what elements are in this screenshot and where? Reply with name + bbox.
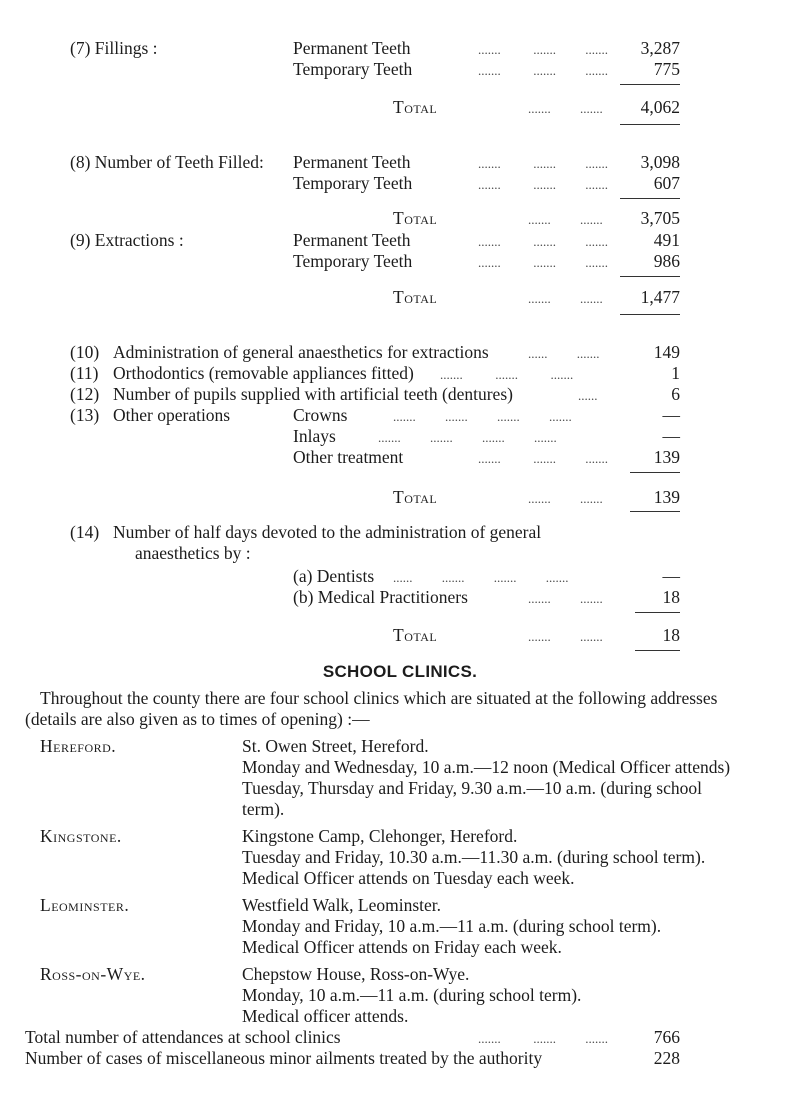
item-11-label: Orthodontics (removable appliances fitted) bbox=[113, 363, 414, 383]
medical-practitioners-label: (b) Medical Practitioners bbox=[293, 587, 468, 607]
other-operations-total-label: Total bbox=[393, 487, 438, 507]
clinic-leominster-line-3: Medical Officer attends on Friday each week. bbox=[242, 937, 562, 957]
other-treatment-label: Other treatment bbox=[293, 447, 404, 467]
leader-dots: ....... ....... bbox=[528, 101, 603, 116]
item-10-value: 149 bbox=[653, 342, 680, 362]
total-rule bbox=[620, 124, 680, 125]
fillings-label: (7) Fillings : bbox=[70, 38, 158, 58]
clinic-hereford-line-1: St. Owen Street, Hereford. bbox=[242, 736, 429, 756]
clinic-kingstone-line-3: Medical Officer attends on Tuesday each week. bbox=[242, 868, 575, 888]
half-days-total-value: 18 bbox=[662, 625, 680, 645]
fillings-total-label: Total bbox=[393, 97, 438, 117]
total-rule bbox=[620, 276, 680, 277]
leader-dots: ....... ....... ....... bbox=[478, 1031, 608, 1046]
clinic-ross-line-1: Chepstow House, Ross-on-Wye. bbox=[242, 964, 470, 984]
leader-dots: ....... ....... ....... bbox=[478, 42, 608, 57]
leader-dots: ...... bbox=[578, 388, 598, 403]
leader-dots: ....... ....... ....... bbox=[478, 234, 608, 249]
attendance-label: Total number of attendances at school clinics bbox=[25, 1027, 341, 1047]
crowns-label: Crowns bbox=[293, 405, 348, 425]
item-14-num: (14) bbox=[70, 522, 100, 542]
leader-dots: ....... ....... ....... ....... bbox=[393, 409, 572, 424]
leader-dots: ....... ....... ....... bbox=[478, 451, 608, 466]
half-days-total-label: Total bbox=[393, 625, 438, 645]
clinic-hereford-line-4: term). bbox=[242, 799, 285, 819]
fillings-temporary-value: 775 bbox=[653, 59, 680, 79]
medical-practitioners-value: 18 bbox=[662, 587, 680, 607]
leader-dots: ....... ....... bbox=[528, 491, 603, 506]
item-12-value: 6 bbox=[671, 384, 680, 404]
total-rule bbox=[635, 650, 680, 651]
total-rule bbox=[620, 314, 680, 315]
leader-dots: ...... ....... ....... ....... bbox=[393, 570, 569, 585]
clinic-town-ross-on-wye: Ross-on-Wye. bbox=[40, 964, 146, 984]
clinic-kingstone-line-2: Tuesday and Friday, 10.30 a.m.—11.30 a.m. (during school term). bbox=[242, 847, 706, 867]
teeth-filled-permanent-value: 3,098 bbox=[640, 152, 680, 172]
leader-dots: ....... ....... bbox=[528, 629, 603, 644]
leader-dots: ....... ....... bbox=[528, 212, 603, 227]
clinic-town-hereford: Hereford. bbox=[40, 736, 117, 756]
leader-dots: ...... ....... bbox=[528, 346, 600, 361]
item-13-num: (13) bbox=[70, 405, 100, 425]
extractions-permanent-value: 491 bbox=[653, 230, 680, 250]
teeth-filled-total-label: Total bbox=[393, 208, 438, 228]
teeth-filled-permanent-label: Permanent Teeth bbox=[293, 152, 411, 172]
teeth-filled-temporary-value: 607 bbox=[653, 173, 680, 193]
inlays-value: — bbox=[662, 426, 680, 446]
clinic-leominster-line-2: Monday and Friday, 10 a.m.—11 a.m. (during school term). bbox=[242, 916, 662, 936]
dentists-value: — bbox=[662, 566, 680, 586]
ailments-value: 228 bbox=[653, 1048, 680, 1068]
extractions-label: (9) Extractions : bbox=[70, 230, 184, 250]
leader-dots: ....... ....... bbox=[528, 591, 603, 606]
item-14-line2: anaesthetics by : bbox=[135, 543, 251, 563]
item-10-label: Administration of general anaesthetics for extractions bbox=[113, 342, 489, 362]
item-12-label: Number of pupils supplied with artificial teeth (dentures) bbox=[113, 384, 513, 404]
fillings-temporary-label: Temporary Teeth bbox=[293, 59, 413, 79]
leader-dots: ....... ....... bbox=[528, 291, 603, 306]
ailments-label: Number of cases of miscellaneous minor ailments treated by the authority bbox=[25, 1048, 543, 1068]
extractions-permanent-label: Permanent Teeth bbox=[293, 230, 411, 250]
total-rule bbox=[620, 84, 680, 85]
other-operations-total-value: 139 bbox=[653, 487, 680, 507]
crowns-value: — bbox=[662, 405, 680, 425]
item-14-line1: Number of half days devoted to the administration of general bbox=[113, 522, 542, 542]
fillings-permanent-value: 3,287 bbox=[640, 38, 680, 58]
fillings-permanent-label: Permanent Teeth bbox=[293, 38, 411, 58]
extractions-temporary-value: 986 bbox=[653, 251, 680, 271]
item-11-num: (11) bbox=[70, 363, 99, 383]
item-13-label: Other operations bbox=[113, 405, 231, 425]
dentists-label: (a) Dentists bbox=[293, 566, 375, 586]
extractions-temporary-label: Temporary Teeth bbox=[293, 251, 413, 271]
intro-line-2: (details are also given as to times of opening) :— bbox=[25, 709, 370, 729]
total-rule bbox=[630, 511, 680, 512]
extractions-total-label: Total bbox=[393, 287, 438, 307]
inlays-label: Inlays bbox=[293, 426, 336, 446]
leader-dots: ....... ....... ....... bbox=[478, 177, 608, 192]
clinic-town-kingstone: Kingstone. bbox=[40, 826, 122, 846]
intro-line-1: Throughout the county there are four school clinics which are situated at the following addresses bbox=[40, 688, 718, 708]
attendance-value: 766 bbox=[653, 1027, 680, 1047]
clinic-town-leominster: Leominster. bbox=[40, 895, 130, 915]
total-rule bbox=[630, 472, 680, 473]
leader-dots: ....... ....... ....... bbox=[440, 367, 574, 382]
clinic-ross-line-3: Medical officer attends. bbox=[242, 1006, 409, 1026]
school-clinics-heading: SCHOOL CLINICS. bbox=[322, 662, 478, 681]
total-rule bbox=[635, 612, 680, 613]
item-12-num: (12) bbox=[70, 384, 100, 404]
clinic-ross-line-2: Monday, 10 a.m.—11 a.m. (during school term). bbox=[242, 985, 582, 1005]
teeth-filled-temporary-label: Temporary Teeth bbox=[293, 173, 413, 193]
item-10-num: (10) bbox=[70, 342, 100, 362]
extractions-total-value: 1,477 bbox=[640, 287, 680, 307]
leader-dots: ....... ....... ....... bbox=[478, 156, 608, 171]
leader-dots: ....... ....... ....... bbox=[478, 255, 608, 270]
total-rule bbox=[620, 198, 680, 199]
leader-dots: ....... ....... ....... ....... bbox=[378, 430, 557, 445]
leader-dots: ....... ....... ....... bbox=[478, 63, 608, 78]
other-treatment-value: 139 bbox=[653, 447, 680, 467]
clinic-leominster-line-1: Westfield Walk, Leominster. bbox=[242, 895, 442, 915]
clinic-hereford-line-3: Tuesday, Thursday and Friday, 9.30 a.m.—10 a.m. (during school bbox=[242, 778, 702, 798]
clinic-kingstone-line-1: Kingstone Camp, Clehonger, Hereford. bbox=[242, 826, 518, 846]
item-11-value: 1 bbox=[671, 363, 680, 383]
teeth-filled-label: (8) Number of Teeth Filled: bbox=[70, 152, 264, 172]
clinic-hereford-line-2: Monday and Wednesday, 10 a.m.—12 noon (Medical Officer attends) bbox=[242, 757, 731, 777]
teeth-filled-total-value: 3,705 bbox=[640, 208, 680, 228]
fillings-total-value: 4,062 bbox=[640, 97, 680, 117]
